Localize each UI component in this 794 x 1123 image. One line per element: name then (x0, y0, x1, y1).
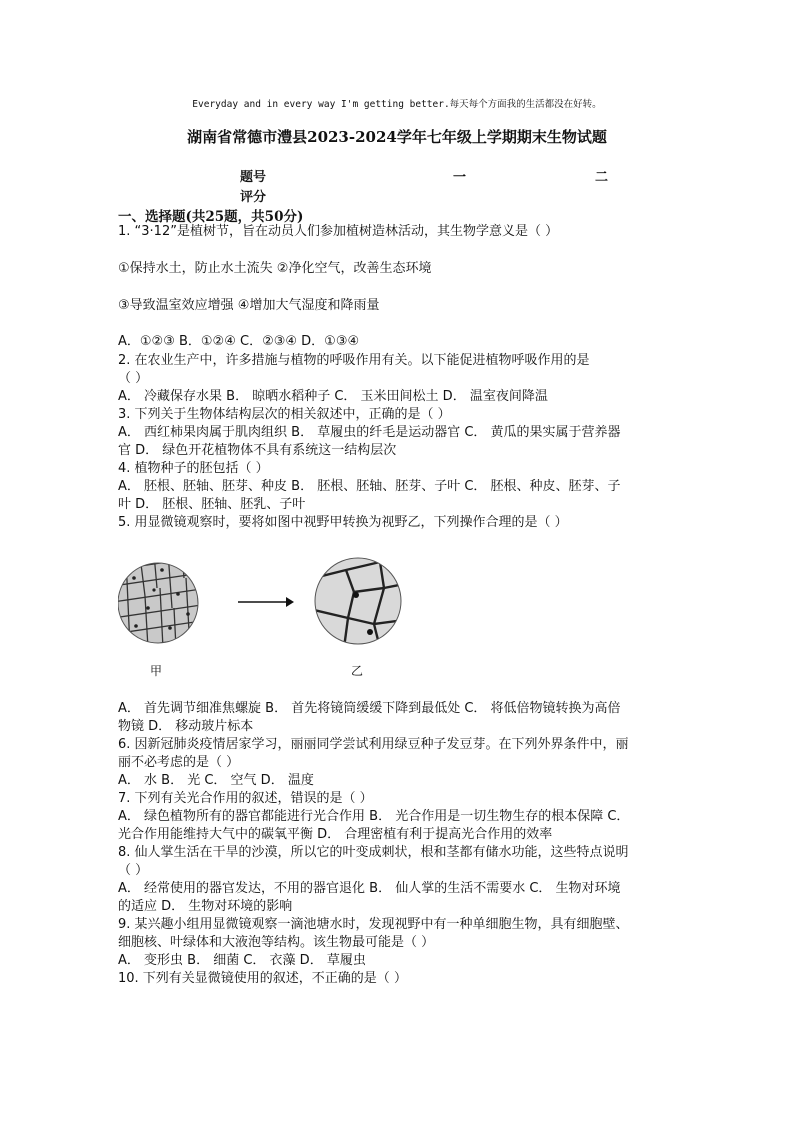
question-9-stem-line1: 9. 某兴趣小组用显微镜观察一滴池塘水时，发现视野中有一种单细胞生物，具有细胞壁、 (118, 917, 629, 932)
question-4-options-line2: 叶 D． 胚根、胚轴、胚乳、子叶 (118, 497, 306, 512)
question-4-stem: 4. 植物种子的胚包括（ ） (118, 461, 269, 476)
figure-label-a: 甲 (150, 664, 163, 678)
question-3-options-line1: A． 西红柿果肉属于肌肉组织 B． 草履虫的纤毛是运动器官 C． 黄瓜的果实属于营养器 (118, 425, 621, 440)
question-5-options-line2: 物镜 D． 移动玻片标本 (118, 719, 254, 734)
field-of-view-b (314, 558, 404, 648)
question-1-item-b: ③导致温室效应增强 ④增加大气湿度和降雨量 (118, 298, 380, 313)
question-7-stem: 7. 下列有关光合作用的叙述，错误的是（ ） (118, 791, 373, 806)
question-9-stem-line2: 细胞核、叶绿体和大液泡等结构。该生物最可能是（ ） (118, 935, 435, 950)
question-2-options: A． 冷藏保存水果 B． 晾晒水稻种子 C． 玉米田间松土 D． 温室夜间降温 (118, 389, 548, 404)
score-table-col-one: 一 (453, 170, 467, 185)
score-table-row-label-score: 评分 (240, 190, 267, 205)
question-2-stem: 2. 在农业生产中，许多措施与植物的呼吸作用有关。以下能促进植物呼吸作用的是 (118, 353, 590, 368)
question-1-item-a: ①保持水土，防止水土流失 ②净化空气，改善生态环境 (118, 261, 432, 276)
question-7-options-line1: A． 绿色植物所有的器官都能进行光合作用 B． 光合作用是一切生物生存的根本保障 C． (118, 809, 630, 824)
question-1-options: A．①②③ B．①②④ C．②③④ D．①③④ (118, 334, 360, 349)
question-7-options-line2: 光合作用能维持大气中的碳氧平衡 D． 合理密植有利于提高光合作用的效率 (118, 827, 553, 842)
score-table-row-label-number: 题号 (240, 170, 267, 185)
field-of-view-a (118, 552, 208, 650)
question-6-stem-line1: 6. 因新冠肺炎疫情居家学习，丽丽同学尝试利用绿豆种子发豆芽。在下列外界条件中，丽 (118, 737, 629, 752)
section-heading: 一、选择题(共25题，共50分) (118, 209, 304, 225)
question-8-options-line2: 的适应 D． 生物对环境的影响 (118, 899, 293, 914)
arrow-right-icon (238, 597, 294, 607)
question-2-paren: （ ） (118, 371, 149, 386)
figure-label-b: 乙 (351, 664, 364, 678)
score-table-col-two: 二 (595, 170, 609, 185)
microscope-figure (118, 548, 418, 680)
question-3-stem: 3. 下列关于生物体结构层次的相关叙述中，正确的是（ ） (118, 407, 451, 422)
question-6-stem-line2: 丽不必考虑的是（ ） (118, 755, 240, 770)
question-3-options-line2: 官 D． 绿色开花植物体不具有系统这一结构层次 (118, 443, 397, 458)
question-5-options-line1: A． 首先调节细准焦螺旋 B． 首先将镜筒缓缓下降到最低处 C． 将低倍物镜转换为高倍 (118, 701, 621, 716)
page-title: 湖南省常德市澧县2023-2024学年七年级上学期期末生物试题 (187, 128, 607, 146)
question-1-stem: 1. “3·12”是植树节，旨在动员人们参加植树造林活动，其生物学意义是（ ） (118, 224, 559, 239)
question-6-options: A． 水 B． 光 C． 空气 D． 温度 (118, 773, 314, 788)
question-9-options: A． 变形虫 B． 细菌 C． 衣藻 D． 草履虫 (118, 953, 366, 968)
question-5-stem: 5. 用显微镜观察时，要将如图中视野甲转换为视野乙，下列操作合理的是（ ） (118, 515, 568, 530)
question-4-options-line1: A． 胚根、胚轴、胚芽、种皮 B． 胚根、胚轴、胚芽、子叶 C． 胚根、种皮、胚芽、子 (118, 479, 621, 494)
question-8-stem: 8. 仙人掌生活在干旱的沙漠，所以它的叶变成刺状，根和茎都有储水功能，这些特点说明 (118, 845, 629, 860)
question-10-stem: 10. 下列有关显微镜使用的叙述，不正确的是（ ） (118, 971, 407, 986)
question-8-paren: （ ） (118, 863, 149, 878)
motto-line: Everyday and in every way I'm getting better.每天每个方面我的生活都没在好转。 (192, 99, 602, 110)
question-8-options-line1: A． 经常使用的器官发达，不用的器官退化 B． 仙人掌的生活不需要水 C． 生物对环境 (118, 881, 621, 896)
